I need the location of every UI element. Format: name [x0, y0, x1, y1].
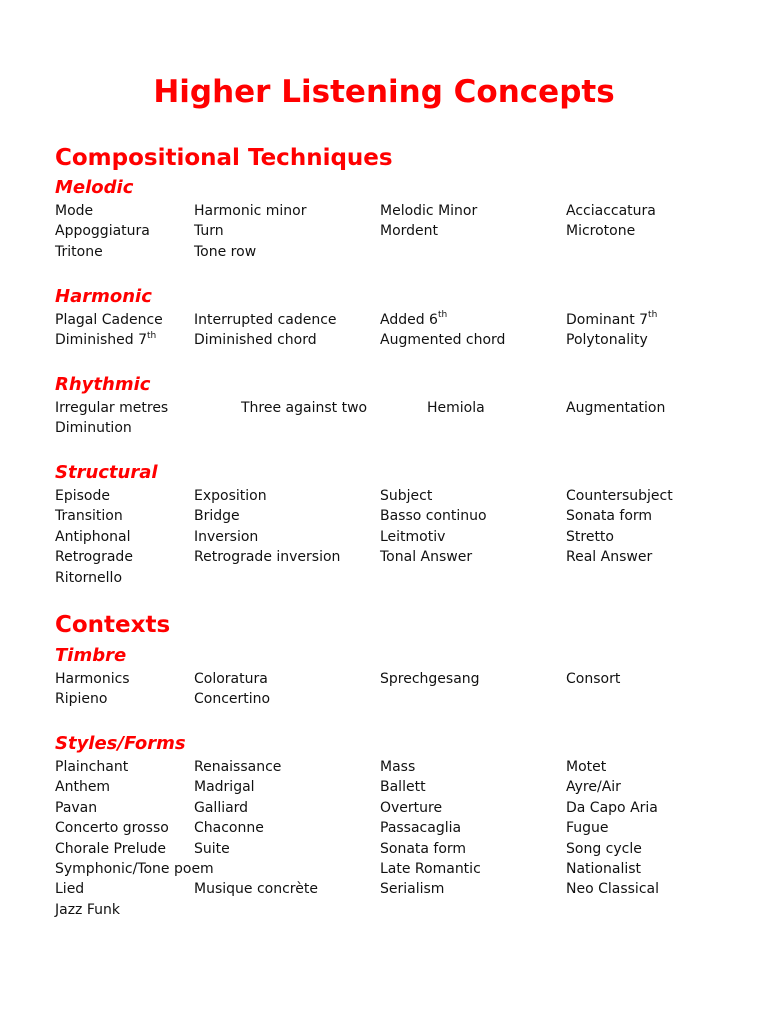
term: Lied: [55, 881, 85, 898]
term: Augmented chord: [380, 332, 506, 349]
subheading-harmonic: Harmonic: [55, 286, 152, 307]
term: Tone row: [194, 243, 257, 260]
term: Musique concrète: [194, 881, 318, 898]
term: Turn: [194, 223, 224, 240]
term: Subject: [380, 488, 433, 504]
term: Anthem: [55, 779, 111, 796]
rhythmic-terms: [0, 398, 768, 439]
term: Mode: [55, 203, 94, 219]
term: Harmonic minor: [194, 203, 307, 219]
term: Acciaccatura: [566, 203, 656, 219]
term-row: [0, 757, 768, 777]
term: Microtone: [566, 223, 636, 240]
term-row: [0, 330, 768, 350]
term: Nationalist: [566, 860, 642, 877]
term-row: [0, 527, 768, 547]
ordinal-suffix: th: [437, 310, 448, 321]
term: Diminution: [55, 420, 132, 437]
term-row: [0, 201, 768, 221]
term: Melodic Minor: [380, 203, 478, 219]
subheading-structural: Structural: [55, 462, 158, 483]
term-row: [0, 669, 768, 689]
term: Passacaglia: [380, 820, 462, 837]
term: Galliard: [194, 799, 249, 816]
term: Episode: [55, 488, 110, 504]
term: Appoggiatura: [55, 223, 150, 240]
term: Late Romantic: [380, 860, 481, 877]
term: Retrograde inversion: [194, 549, 341, 566]
subheading-timbre: Timbre: [55, 645, 127, 666]
term: Stretto: [566, 528, 614, 545]
term: Tonal Answer: [380, 549, 473, 566]
term: Coloratura: [194, 671, 268, 687]
term: Hemiola: [427, 400, 485, 416]
styles-forms-terms: [0, 757, 768, 920]
term: Ritornello: [55, 569, 123, 586]
term-row: [0, 310, 768, 330]
term: Harmonics: [55, 671, 130, 687]
term: Mass: [380, 759, 416, 775]
subheading-melodic: Melodic: [55, 177, 134, 198]
term: Fugue: [566, 820, 609, 837]
term: Diminished chord: [194, 332, 317, 349]
term: [380, 310, 447, 330]
term: Retrograde: [55, 549, 133, 566]
page-title: Higher Listening Concepts: [153, 74, 615, 110]
term: Suite: [194, 840, 230, 857]
term: Sonata form: [380, 840, 467, 857]
term: Tritone: [55, 243, 103, 260]
term: Song cycle: [566, 840, 642, 857]
term-text: Added 6: [380, 312, 438, 328]
term-row: [0, 547, 768, 567]
term: Ballett: [380, 779, 426, 796]
term: Symphonic/Tone poem: [55, 860, 214, 877]
term: Consort: [566, 671, 621, 687]
term: Motet: [566, 759, 607, 775]
term-row: [0, 689, 768, 709]
term: Pavan: [55, 799, 98, 816]
harmonic-terms: [0, 310, 768, 351]
term: Leitmotiv: [380, 528, 446, 545]
term-text: Diminished 7: [55, 332, 147, 349]
term: Chorale Prelude: [55, 840, 167, 857]
term-row: [0, 777, 768, 797]
ordinal-suffix: th: [146, 330, 157, 341]
term-row: [0, 242, 768, 262]
term: Renaissance: [194, 759, 282, 775]
term: Concertino: [194, 691, 271, 708]
term: Jazz Funk: [55, 901, 120, 918]
term-row: [0, 418, 768, 438]
term: Irregular metres: [55, 400, 169, 416]
term: Bridge: [194, 508, 240, 525]
term: Inversion: [194, 528, 259, 545]
term: Serialism: [380, 881, 445, 898]
term: Ayre/Air: [566, 779, 621, 796]
term-row: [0, 798, 768, 818]
term-row: [0, 839, 768, 859]
term: Concerto grosso: [55, 820, 169, 837]
term: Interrupted cadence: [194, 312, 337, 328]
term: [55, 330, 156, 350]
term-row: [0, 900, 768, 920]
timbre-terms: [0, 669, 768, 710]
section-heading-compositional-techniques: Compositional Techniques: [55, 145, 393, 171]
term: Transition: [55, 508, 123, 525]
term: Antiphonal: [55, 528, 131, 545]
term-row: [0, 568, 768, 588]
term: Polytonality: [566, 332, 648, 349]
structural-terms: [0, 486, 768, 588]
term: Madrigal: [194, 779, 255, 796]
term: Sprechgesang: [380, 671, 480, 687]
term: Plainchant: [55, 759, 129, 775]
melodic-terms: [0, 201, 768, 262]
term: Exposition: [194, 488, 267, 504]
term: Chaconne: [194, 820, 264, 837]
term-row: [0, 818, 768, 838]
ordinal-suffix: th: [648, 310, 658, 321]
term: Overture: [380, 799, 443, 816]
term-row: [0, 859, 768, 879]
term: Augmentation: [566, 400, 666, 416]
term: Neo Classical: [566, 881, 659, 898]
term: Plagal Cadence: [55, 312, 163, 328]
subheading-styles-forms: Styles/Forms: [55, 733, 186, 754]
term-row: [0, 506, 768, 526]
section-heading-contexts: Contexts: [55, 612, 171, 638]
term: Countersubject: [566, 488, 673, 504]
term: Basso continuo: [380, 508, 487, 525]
term-row: [0, 221, 768, 241]
term-text: Dominant 7: [566, 312, 649, 328]
subheading-rhythmic: Rhythmic: [55, 374, 151, 395]
term: [566, 310, 657, 330]
term: Sonata form: [566, 508, 653, 525]
term: Ripieno: [55, 691, 108, 708]
term: Real Answer: [566, 549, 653, 566]
term-row: [0, 486, 768, 506]
term-row: [0, 398, 768, 418]
term-row: [0, 879, 768, 899]
term: Mordent: [380, 223, 439, 240]
term: Da Capo Aria: [566, 799, 658, 816]
term: Three against two: [241, 400, 368, 416]
